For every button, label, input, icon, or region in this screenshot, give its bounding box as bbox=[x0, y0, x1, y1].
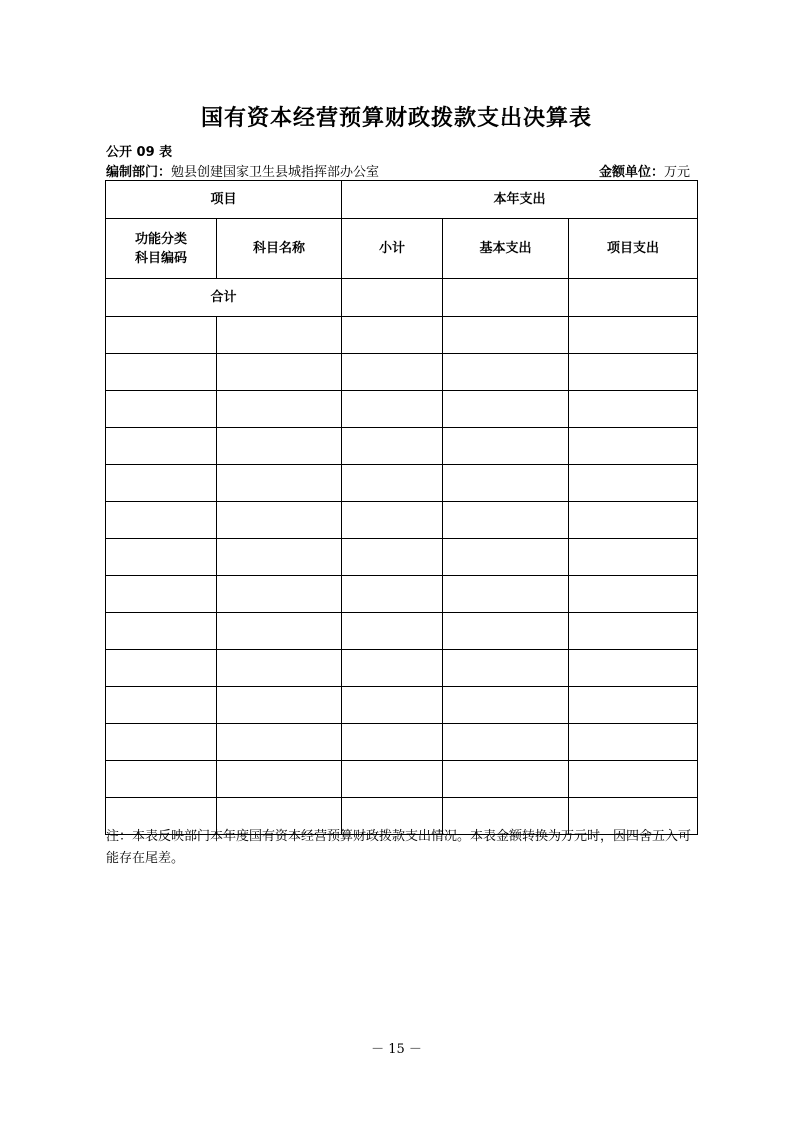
col-subject-name: 科目名称 bbox=[217, 219, 342, 279]
table-row bbox=[106, 317, 698, 354]
table-row bbox=[106, 650, 698, 687]
col-subtotal: 小计 bbox=[342, 219, 443, 279]
cell-project bbox=[569, 761, 698, 798]
cell-subject-name bbox=[217, 465, 342, 502]
cell-subject-name bbox=[217, 576, 342, 613]
cell-subject-name bbox=[217, 428, 342, 465]
cell-subject-name bbox=[217, 502, 342, 539]
cell-basic bbox=[443, 428, 569, 465]
cell-project bbox=[569, 650, 698, 687]
cell-project bbox=[569, 465, 698, 502]
header-item: 项目 bbox=[106, 181, 342, 219]
department-value: 勉县创建国家卫生县城指挥部办公室 bbox=[171, 165, 380, 180]
cell-subtotal bbox=[342, 650, 443, 687]
cell-subject-name bbox=[217, 391, 342, 428]
col-func-code bbox=[106, 219, 217, 279]
department-label: 编制部门： bbox=[106, 165, 172, 180]
cell-func-code bbox=[106, 428, 217, 465]
cell-project bbox=[569, 724, 698, 761]
cell-basic bbox=[443, 354, 569, 391]
cell-subtotal bbox=[342, 465, 443, 502]
department-info bbox=[106, 161, 379, 180]
header-row-2 bbox=[106, 219, 698, 279]
total-project bbox=[569, 279, 698, 317]
table-row bbox=[106, 576, 698, 613]
cell-project bbox=[569, 539, 698, 576]
cell-subtotal bbox=[342, 613, 443, 650]
unit-label: 金额单位： bbox=[598, 165, 664, 180]
header-year-spending: 本年支出 bbox=[342, 181, 698, 219]
page-title: 国有资本经营预算财政拨款支出决算表 bbox=[200, 106, 592, 131]
cell-subtotal bbox=[342, 428, 443, 465]
cell-project bbox=[569, 428, 698, 465]
cell-subject-name bbox=[217, 613, 342, 650]
cell-func-code bbox=[106, 613, 217, 650]
cell-basic bbox=[443, 613, 569, 650]
table-row bbox=[106, 613, 698, 650]
cell-func-code bbox=[106, 354, 217, 391]
cell-func-code bbox=[106, 391, 217, 428]
table-row bbox=[106, 724, 698, 761]
cell-basic bbox=[443, 391, 569, 428]
cell-subtotal bbox=[342, 502, 443, 539]
cell-func-code bbox=[106, 576, 217, 613]
cell-basic bbox=[443, 724, 569, 761]
cell-basic bbox=[443, 650, 569, 687]
table-row bbox=[106, 687, 698, 724]
total-basic bbox=[443, 279, 569, 317]
cell-subject-name bbox=[217, 761, 342, 798]
meta-row bbox=[106, 161, 690, 180]
cell-basic bbox=[443, 761, 569, 798]
cell-func-code bbox=[106, 761, 217, 798]
cell-subject-name bbox=[217, 539, 342, 576]
unit-info bbox=[599, 161, 690, 180]
cell-subtotal bbox=[342, 687, 443, 724]
cell-basic bbox=[443, 539, 569, 576]
col-basic: 基本支出 bbox=[443, 219, 569, 279]
cell-subtotal bbox=[342, 761, 443, 798]
table-row bbox=[106, 354, 698, 391]
footnote: 注：本表反映部门本年度国有资本经营预算财政拨款支出情况。本表金额转换为万元时，因四舍五入可能存在尾差。 bbox=[106, 829, 692, 866]
total-label: 合计 bbox=[106, 279, 342, 317]
cell-subtotal bbox=[342, 539, 443, 576]
cell-subtotal bbox=[342, 724, 443, 761]
table-row bbox=[106, 761, 698, 798]
cell-subtotal bbox=[342, 576, 443, 613]
total-subtotal bbox=[342, 279, 443, 317]
cell-func-code bbox=[106, 650, 217, 687]
cell-subject-name bbox=[217, 650, 342, 687]
col-func-code-line1: 功能分类 bbox=[134, 231, 187, 247]
cell-subject-name bbox=[217, 724, 342, 761]
cell-subtotal bbox=[342, 317, 443, 354]
cell-subject-name bbox=[217, 687, 342, 724]
unit-value: 万元 bbox=[663, 165, 690, 180]
cell-basic bbox=[443, 502, 569, 539]
table-row bbox=[106, 391, 698, 428]
cell-func-code bbox=[106, 502, 217, 539]
cell-project bbox=[569, 354, 698, 391]
cell-basic bbox=[443, 465, 569, 502]
cell-project bbox=[569, 576, 698, 613]
cell-func-code bbox=[106, 687, 217, 724]
cell-subtotal bbox=[342, 391, 443, 428]
cell-project bbox=[569, 613, 698, 650]
col-project: 项目支出 bbox=[569, 219, 698, 279]
table-row bbox=[106, 502, 698, 539]
cell-func-code bbox=[106, 539, 217, 576]
cell-subtotal bbox=[342, 354, 443, 391]
table-row bbox=[106, 539, 698, 576]
cell-project bbox=[569, 391, 698, 428]
header-row-1 bbox=[106, 181, 698, 219]
cell-basic bbox=[443, 317, 569, 354]
cell-subject-name bbox=[217, 354, 342, 391]
cell-func-code bbox=[106, 317, 217, 354]
cell-func-code bbox=[106, 724, 217, 761]
expenditure-table bbox=[105, 180, 698, 835]
cell-basic bbox=[443, 687, 569, 724]
page-number: － 15 － bbox=[371, 1042, 422, 1057]
cell-subject-name bbox=[217, 317, 342, 354]
cell-func-code bbox=[106, 465, 217, 502]
table-row bbox=[106, 428, 698, 465]
cell-project bbox=[569, 502, 698, 539]
form-code: 公开 09 表 bbox=[106, 145, 173, 160]
col-func-code-line2: 科目编码 bbox=[134, 250, 187, 266]
total-row bbox=[106, 279, 698, 317]
table-row bbox=[106, 465, 698, 502]
cell-project bbox=[569, 317, 698, 354]
cell-basic bbox=[443, 576, 569, 613]
cell-project bbox=[569, 687, 698, 724]
